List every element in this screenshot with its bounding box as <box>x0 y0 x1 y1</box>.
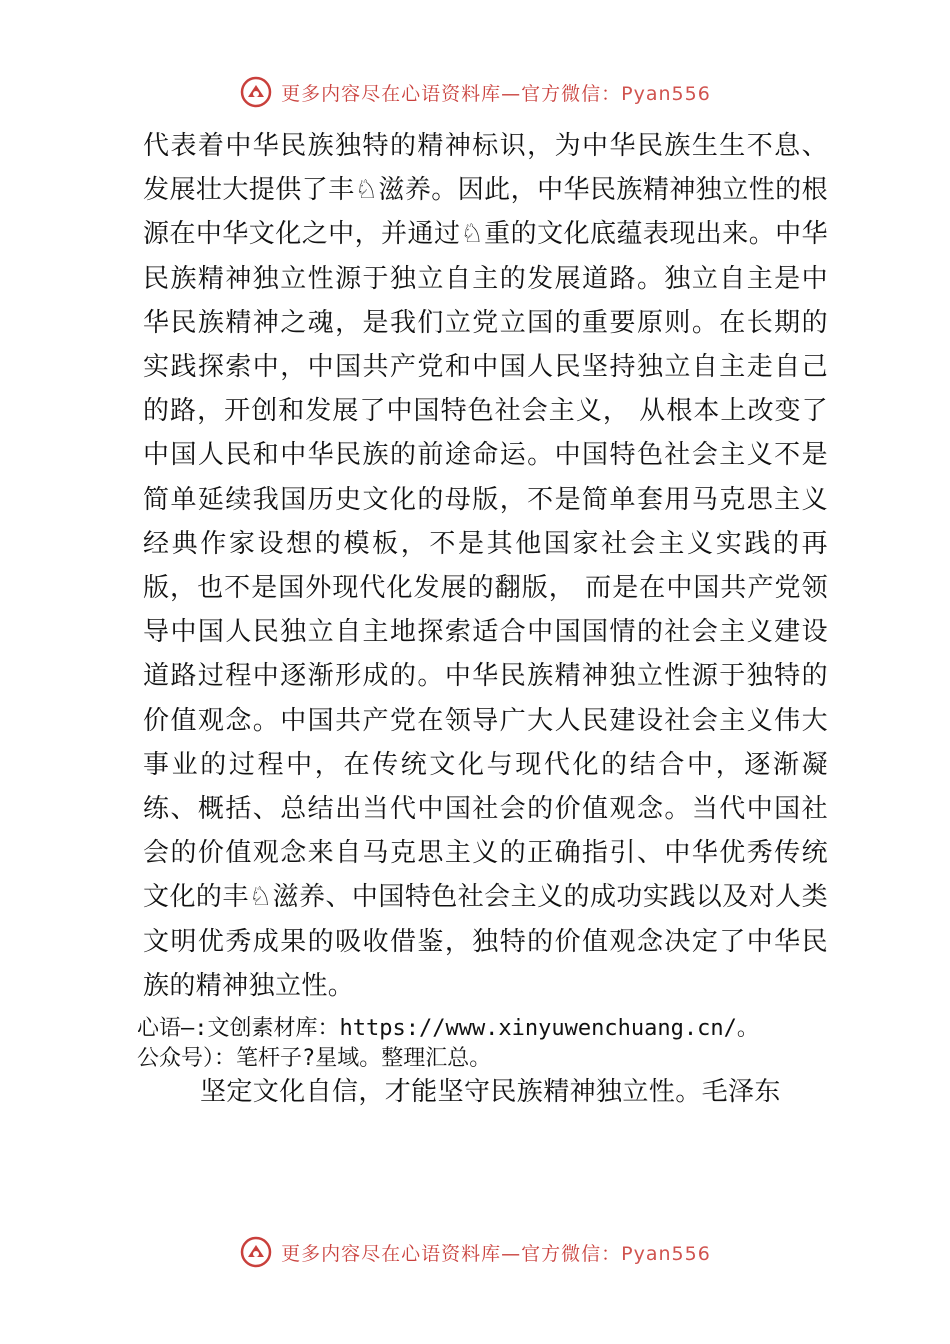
next-paragraph: 坚定文化自信，才能坚守民族精神独立性。毛泽东 <box>200 1077 781 1107</box>
footer-wechat-id: Pyan556 <box>621 1242 711 1265</box>
logo-icon <box>239 75 273 109</box>
logo-icon <box>239 1235 273 1269</box>
header-banner-text: 更多内容尽在心语资料库—官方微信： <box>281 82 622 105</box>
header-wechat-id: Pyan556 <box>621 82 711 105</box>
source-note <box>137 1014 857 1074</box>
header-banner <box>0 72 950 112</box>
source-line-2: 公众号）：笔杆子?星域。整理汇总。 <box>137 1046 492 1071</box>
footer-banner-text: 更多内容尽在心语资料库—官方微信： <box>281 1242 622 1265</box>
main-paragraph: 代表着中华民族独特的精神标识，为中华民族生生不息、发展壮大提供了丰♘滋养。因此，中华民族精神独立性的根源在中华文化之中，并通过♘重的文化底蕴表现出来。中华民族精神独立性源于独立自主的发展道路。独立自主是中华民族精神之魂，是我们立党立国的重要原则。在长期的实践探索中，中国共产党和中国人民坚持独立自主走自己的路，开创和发展了中国特色社会主义， 从根本上改变了中国人民和中华民族的前途命运。中国特色社会主义不是简单延续我国历史文化的母版，不是简单套用马克思主义经典作家设想的模板，不是其他国家社会主义实践的再版，也不是国外现代化发展的翻版， 而是在中国共产党领导中国人民独立自主地探索适合中国国情的社会主义建设道路过程中逐渐形成的。中华民族精神独立性源于独特的价值观念。中国共产党在领导广大人民建设社会主义伟大事业的过程中，在传统文化与现代化的结合中，逐渐凝练、概括、总结出当代中国社会的价值观念。当代中国社会的价值观念来自马克思主义的正确指引、中华优秀传统文化的丰♘滋养、中国特色社会主义的成功实践以及对人类文明优秀成果的吸收借鉴，独特的价值观念决定了中华民族的精神独立性。 <box>143 131 828 1001</box>
source-line-1: 心语—:文创素材库：https://www.xinyuwenchuang.cn/。 <box>137 1016 759 1041</box>
footer-banner <box>0 1232 950 1272</box>
